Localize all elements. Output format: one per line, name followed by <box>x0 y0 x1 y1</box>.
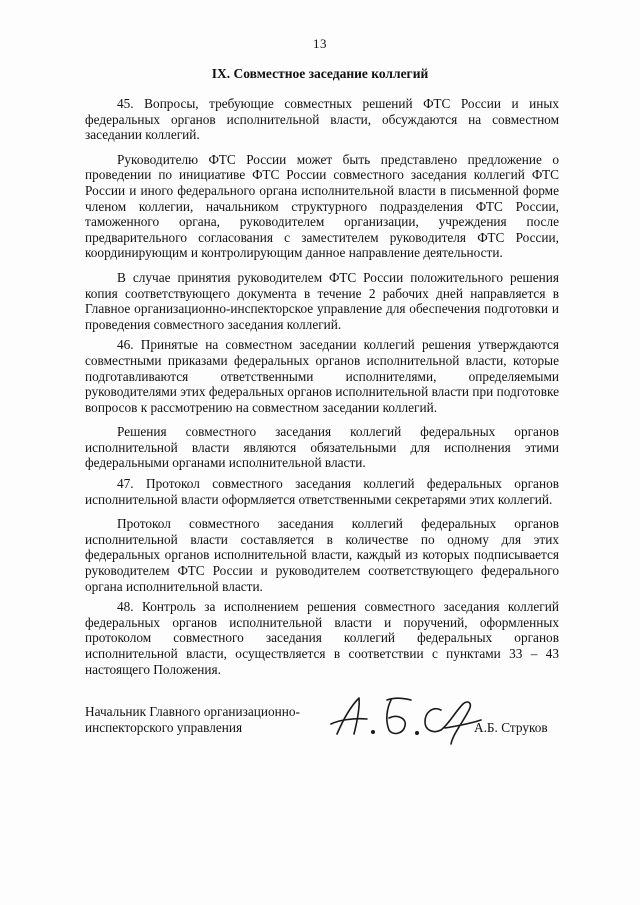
paragraph-46: 46. Принятые на совместном заседании коллегий решения утверждаются совместными приказами федеральных органов исполнительной власти, которые подготавливаются ответственными исполнителями, определяемыми руководителями этих федеральных органов исполнительной власти при подготовке вопросов к рассмотрению на совместном заседании коллегий. <box>85 337 559 415</box>
page-number: 13 <box>313 36 327 51</box>
paragraph-47: 47. Протокол совместного заседания коллегий федеральных органов исполнительной власти оформляется ответственными секретарями этих коллегий. <box>85 476 559 507</box>
paragraph-45-proposal: Руководителю ФТС России может быть представлено предложение о проведении по инициативе ФТС России совместного заседания коллегий ФТС России и иного федерального органа исполнительной власти в письменной форме членом коллегии, начальником структурного подразделения ФТС России, таможенного органа, руководителем организации, учреждения после предварительного согласования с заместителем руководителя ФТС России, координирующим и контролирующим данное направление деятельности. <box>85 151 559 261</box>
paragraph-48: 48. Контроль за исполнением решения совместного заседания коллегий федеральных органов исполнительной власти и поручений, оформленных протоколом совместного заседания коллегий федеральных органов исполнительной власти, осуществляется в соответствии с пунктами 33 – 43 настоящего Положения. <box>85 599 559 677</box>
paragraph-45-decision: В случае принятия руководителем ФТС России положительного решения копия соответствующего документа в течение 2 рабочих дней направляется в Главное организационно-инспекторское управление для обеспечения подготовки и проведения совместного заседания коллегий. <box>85 269 559 332</box>
section-title: IX. Совместное заседание коллегий <box>211 66 429 81</box>
paragraph-47-protocol: Протокол совместного заседания коллегий федеральных органов исполнительной власти составляется в количестве по одному для этих федеральных органов исполнительной власти, каждый из которых подписывается руководителем ФТС России и руководителем соответствующего федерального органа исполнительной власти. <box>85 516 559 594</box>
paragraph-46-decisions: Решения совместного заседания коллегий федеральных органов исполнительной власти являются обязательными для исполнения этими федеральными органами исполнительной власти. <box>85 424 559 471</box>
signature-block <box>85 700 565 770</box>
signatory-position <box>85 704 335 735</box>
signatory-position-line2: инспекторского управления <box>85 719 243 735</box>
signatory-position-line1: Начальник Главного организационно- <box>85 704 300 719</box>
paragraph-45: 45. Вопросы, требующие совместных решений ФТС России и иных федеральных органов исполнительной власти, обсуждаются на совместном заседании коллегий. <box>85 96 559 143</box>
signatory-name: А.Б. Струков <box>474 720 548 735</box>
document-body <box>85 96 559 686</box>
